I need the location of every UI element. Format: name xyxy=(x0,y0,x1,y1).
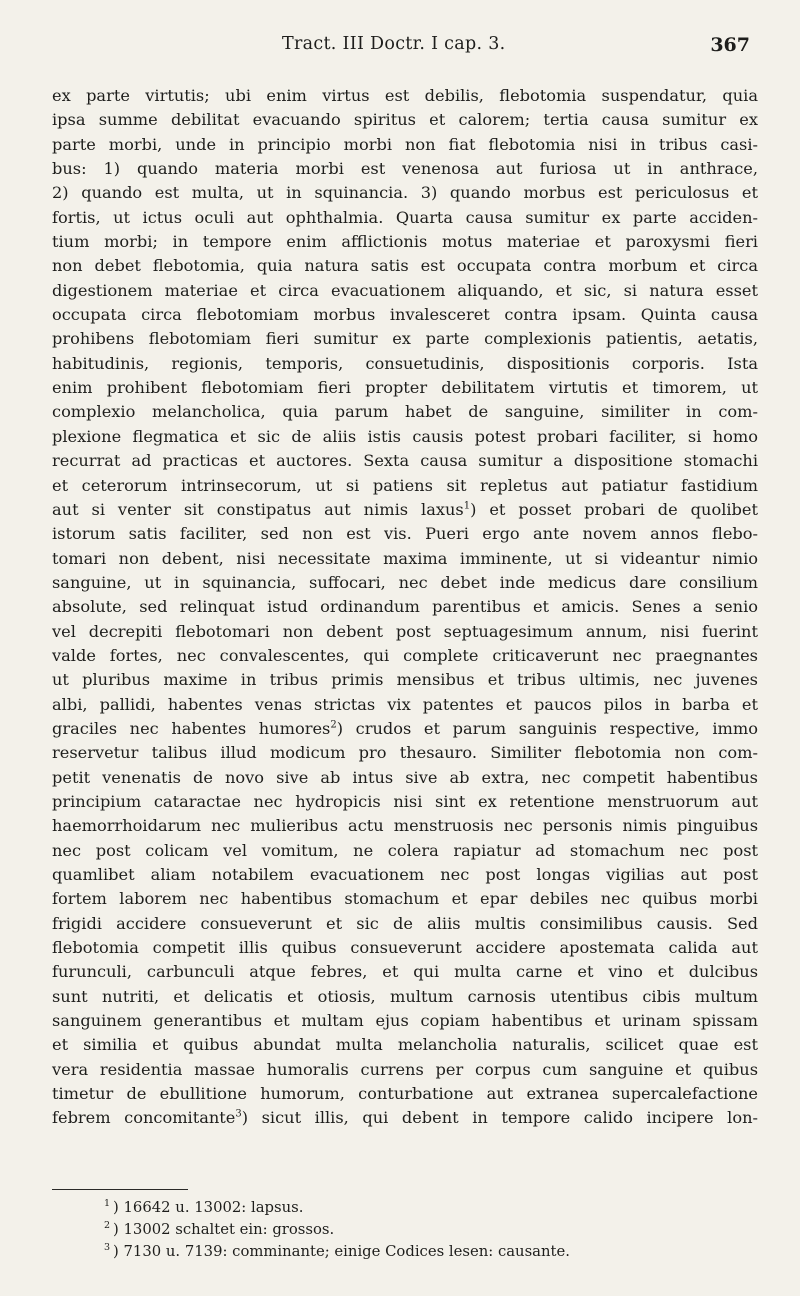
footnote-1 xyxy=(104,1197,570,1219)
text-line: principium cataractae nec hydropicis nisi sint ex retentione menstruorum aut xyxy=(52,791,758,811)
footnotes xyxy=(104,1197,570,1263)
footnote-mark: 2 xyxy=(104,1220,111,1232)
text-line: digestionem materiae et circa evacuationem aliquando, et sic, si natura esset xyxy=(52,280,758,300)
text-line: timetur de ebullitione humorum, conturbatione aut extranea supercalefactione xyxy=(52,1084,758,1104)
text-line-with-footnote-2 xyxy=(52,717,758,741)
text-fragment: ) crudos et parum sanguinis respective, immo xyxy=(336,718,758,738)
text-line: plexione flegmatica et sic de aliis istis causis potest probari faciliter, si homo xyxy=(52,426,758,446)
footnote-divider xyxy=(52,1189,188,1190)
running-title: Tract. III Doctr. I cap. 3. xyxy=(282,34,506,54)
text-line: sanguine, ut in squinancia, suffocari, nec debet inde medicus dare consilium xyxy=(52,572,758,592)
text-line: 2) quando est multa, ut in squinancia. 3) quando morbus est periculosus et xyxy=(52,183,758,203)
text-line: non debet flebotomia, quia natura satis est occupata contra morbum et circa xyxy=(52,256,758,276)
footnote-3 xyxy=(104,1241,570,1263)
footnote-ref-2: 2 xyxy=(330,719,337,731)
text-line: occupata circa flebotomiam morbus invalesceret contra ipsam. Quinta causa xyxy=(52,305,758,325)
text-line: valde fortes, nec convalescentes, qui complete criticaverunt nec praegnantes xyxy=(52,645,758,665)
text-line: ipsa summe debilitat evacuando spiritus et calorem; tertia causa sumitur ex xyxy=(52,110,758,130)
text-line: tium morbi; in tempore enim afflictionis motus materiae et paroxysmi fieri xyxy=(52,232,758,252)
text-line-with-footnote-3 xyxy=(52,1106,758,1130)
text-line: habitudinis, regionis, temporis, consuetudinis, dispositionis corporis. Ista xyxy=(52,353,758,373)
text-line: et similia et quibus abundat multa melancholia naturalis, scilicet quae est xyxy=(52,1035,758,1055)
text-line: furunculi, carbunculi atque febres, et qui multa carne et vino et dulcibus xyxy=(52,962,758,982)
text-line: albi, pallidi, habentes venas strictas vix patentes et paucos pilos in barba et xyxy=(52,694,758,714)
page-number: 367 xyxy=(710,34,750,56)
text-line: quamlibet aliam notabilem evacuationem nec post longas vigilias aut post xyxy=(52,865,758,884)
text-fragment: ) sicut illis, qui debent in tempore calido incipere lon- xyxy=(241,1108,758,1128)
footnote-mark: 1 xyxy=(104,1198,111,1210)
footnote-ref-1: 1 xyxy=(463,500,471,512)
text-line: et ceterorum intrinsecorum, ut si patiens sit repletus aut patiatur fastidium xyxy=(52,475,758,495)
footnote-2 xyxy=(104,1219,570,1241)
text-line: enim prohibent flebotomiam fieri propter debilitatem virtutis et timorem, ut xyxy=(52,378,758,398)
text-line: istorum satis faciliter, sed non est vis. Pueri ergo ante novem annos flebo- xyxy=(52,524,758,544)
text-line: ut pluribus maxime in tribus primis mensibus et tribus ultimis, nec juvenes xyxy=(52,670,758,690)
text-line: prohibens flebotomiam fieri sumitur ex parte complexionis patientis, aetatis, xyxy=(52,329,758,349)
text-line-with-footnote-1 xyxy=(52,498,758,522)
text-line: vel decrepiti flebotomari non debent post septuagesimum annum, nisi fuerint xyxy=(52,621,758,641)
text-fragment: aut si venter sit constipatus aut nimis laxus xyxy=(52,499,464,519)
text-line: frigidi accidere consueverunt et sic de aliis multis consimilibus causis. Sed xyxy=(52,913,758,933)
text-line: sanguinem generantibus et multam ejus copiam habentibus et urinam spissam xyxy=(52,1011,758,1031)
footnote-text: ) 7130 u. 7139: comminante; einige Codices lesen: causante. xyxy=(113,1243,570,1260)
footnote-text: ) 13002 schaltet ein: grossos. xyxy=(113,1221,335,1238)
text-line: vera residentia massae humoralis currens per corpus cum sanguine et quibus xyxy=(52,1059,758,1079)
text-line: haemorrhoidarum nec mulieribus actu menstruosis nec personis nimis pinguibus xyxy=(52,816,758,836)
text-fragment: febrem concomitante xyxy=(52,1108,236,1128)
text-fragment: ) et posset probari de quolibet xyxy=(470,499,758,519)
text-fragment: graciles nec habentes humores xyxy=(52,718,331,738)
text-line: fortem laborem nec habentibus stomachum et epar debiles nec quibus morbi xyxy=(52,889,758,909)
text-line: ex parte virtutis; ubi enim virtus est debilis, flebotomia suspendatur, quia xyxy=(52,86,758,105)
text-line: reservetur talibus illud modicum pro thesauro. Similiter flebotomia non com- xyxy=(52,743,758,763)
main-text xyxy=(52,84,758,1131)
text-line: absolute, sed relinquat istud ordinandum parentibus et amicis. Senes a senio xyxy=(52,597,758,617)
text-line: flebotomia competit illis quibus consueverunt accidere apostemata calida aut xyxy=(52,938,758,958)
text-line: complexio melancholica, quia parum habet de sanguine, similiter in com- xyxy=(52,402,758,422)
text-line: petit venenatis de novo sive ab intus sive ab extra, nec competit habentibus xyxy=(52,767,758,787)
footnote-text: ) 16642 u. 13002: lapsus. xyxy=(113,1199,304,1216)
text-line: sunt nutriti, et delicatis et otiosis, multum carnosis utentibus cibis multum xyxy=(52,986,758,1006)
footnote-mark: 3 xyxy=(104,1242,111,1254)
text-line: recurrat ad practicas et auctores. Sexta causa sumitur a dispositione stomachi xyxy=(52,451,758,471)
text-line: nec post colicam vel vomitum, ne colera rapiatur ad stomachum nec post xyxy=(52,840,758,860)
running-header xyxy=(0,34,800,58)
text-line: tomari non debent, nisi necessitate maxima imminente, ut si videantur nimio xyxy=(52,548,758,568)
text-line: bus: 1) quando materia morbi est venenosa aut furiosa ut in anthrace, xyxy=(52,159,758,179)
text-line: parte morbi, unde in principio morbi non fiat flebotomia nisi in tribus casi- xyxy=(52,134,758,154)
text-line: fortis, ut ictus oculi aut ophthalmia. Quarta causa sumitur ex parte acciden- xyxy=(52,207,758,227)
footnote-ref-3: 3 xyxy=(235,1109,242,1121)
